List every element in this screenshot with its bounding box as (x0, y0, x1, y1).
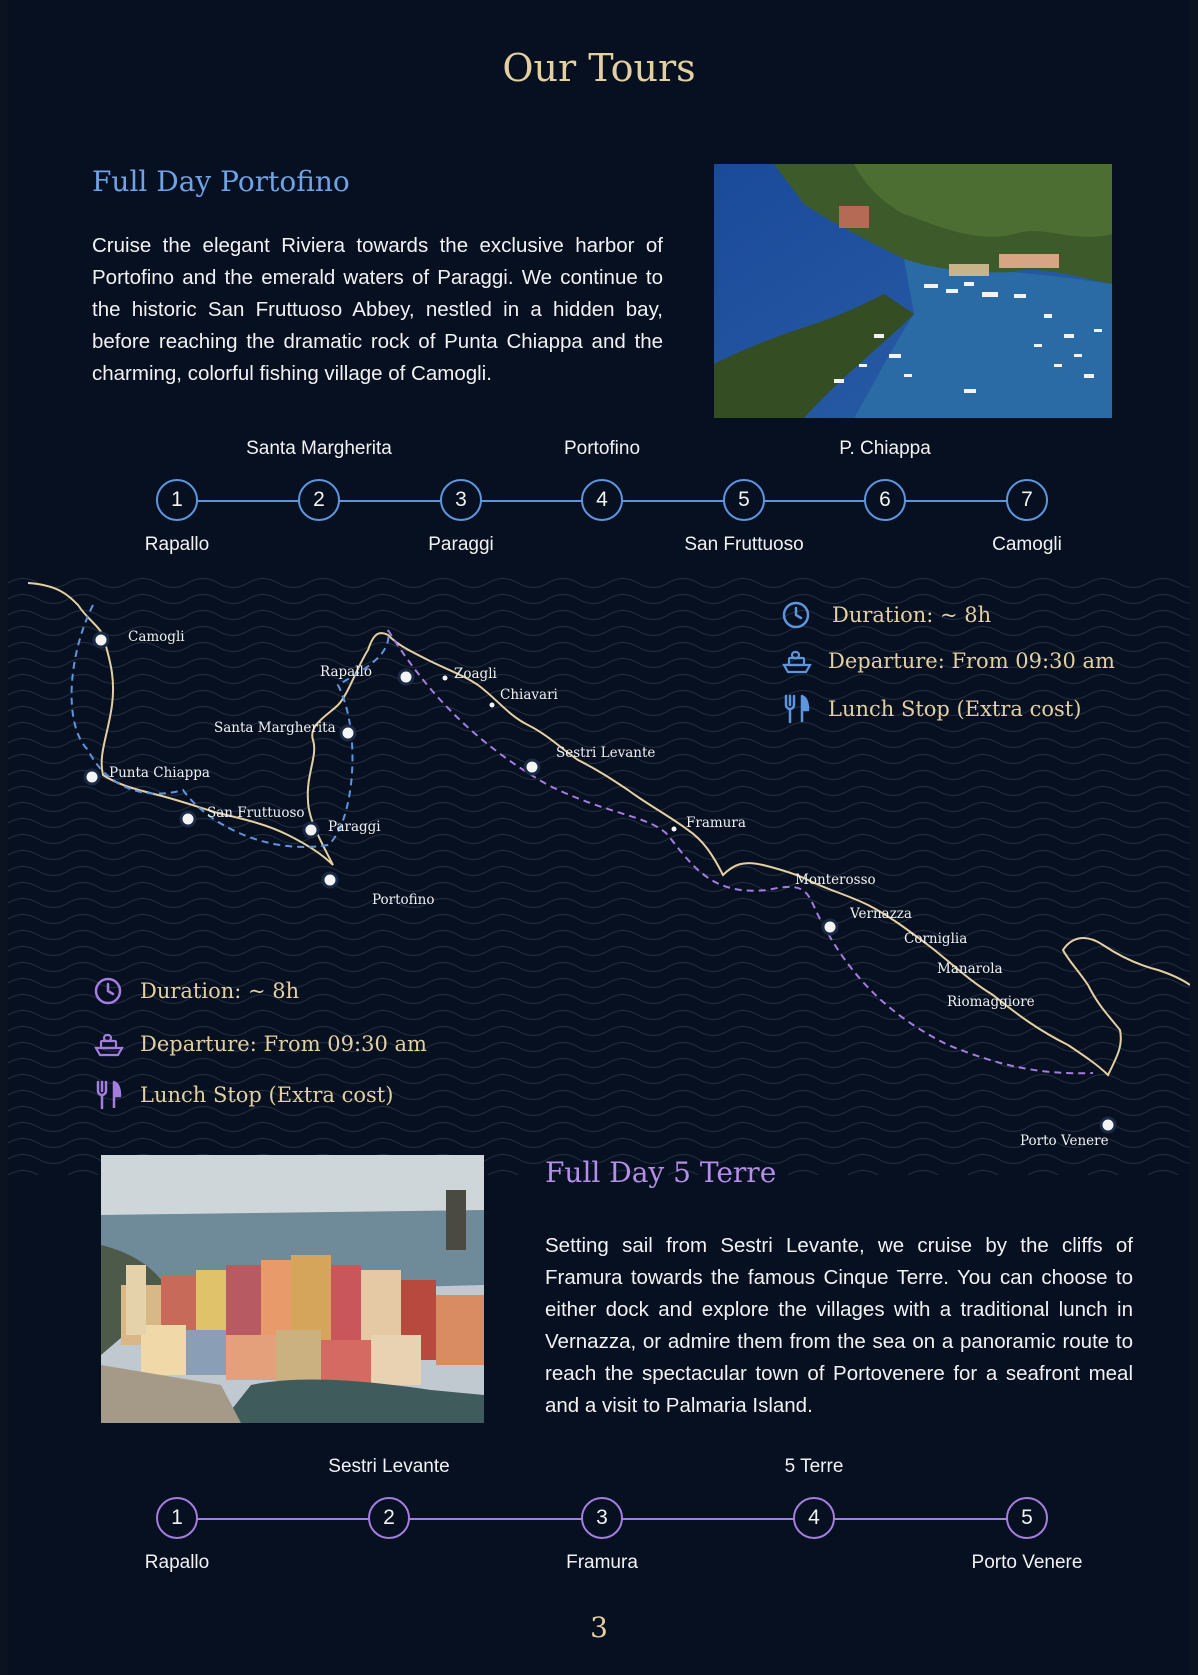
map-label: Rapallo (320, 664, 372, 680)
tour1-stop-marker: 6 (864, 479, 906, 521)
tour1-departure-text: Departure: From 09:30 am (828, 649, 1115, 673)
tour2-lunch (92, 1079, 393, 1111)
map-label: Vernazza (850, 906, 912, 922)
map-label: Sestri Levante (556, 745, 656, 761)
map-label: Monterosso (795, 872, 876, 888)
map-marker-sestri-levante (525, 760, 539, 774)
tour1-stop-marker: 1 (156, 479, 198, 521)
vernazza-village-photo (101, 1155, 484, 1423)
tour2-stop-label: Porto Venere (971, 1552, 1083, 1573)
map-marker-rapallo (399, 670, 413, 684)
tour1-departure (780, 645, 1115, 677)
fork-knife-icon (780, 693, 814, 725)
map-label: Paraggi (328, 819, 381, 835)
brochure-page (8, 0, 1190, 1675)
map-marker-vernazza (823, 920, 837, 934)
tour1-lunch (780, 693, 1081, 725)
map-label: Punta Chiappa (109, 765, 210, 781)
page-number: 3 (590, 1611, 608, 1644)
clock-icon (92, 975, 126, 1007)
tour2-stop-marker: 1 (156, 1497, 198, 1539)
tour1-stop-marker: 3 (440, 479, 482, 521)
tour1-duration-text: Duration: ~ 8h (832, 603, 992, 627)
tour2-stop-label: 5 Terre (784, 1456, 844, 1477)
tour2-route (8, 1456, 1190, 1586)
tour2-description: Setting sail from Sestri Levante, we cruise by the cliffs of Framura towards the famous Cinque Terre. You can choose to either dock and explore the villages with a traditional lunch in Vernazza, or admire them from the sea on a panoramic route to reach the spectacular town of Portovenere for a seafront meal and a visit to Palmaria Island. (545, 1234, 1133, 1417)
tour1-stop-label: San Fruttuoso (684, 534, 804, 555)
tour1-duration (780, 599, 991, 631)
tour2-stop-marker: 4 (793, 1497, 835, 1539)
tour1-stop-marker: 2 (298, 479, 340, 521)
tour2-stop-marker: 3 (581, 1497, 623, 1539)
map-marker-portofino (323, 873, 337, 887)
tour2-stop-label: Sestri Levante (328, 1456, 450, 1477)
tour1-lunch-text: Lunch Stop (Extra cost) (828, 697, 1082, 721)
tour1-stop-label: P. Chiappa (839, 438, 931, 459)
map-marker-porto-venere (1101, 1118, 1115, 1132)
tour2-stop-label: Framura (566, 1552, 638, 1573)
map-label: Camogli (128, 629, 185, 645)
tour1-title: Full Day Portofino (92, 165, 350, 198)
tour2-lunch-text: Lunch Stop (Extra cost) (140, 1083, 394, 1107)
tour2-stop-label: Rapallo (144, 1552, 210, 1573)
map-marker-camogli (94, 633, 108, 647)
portofino-harbor-photo (714, 164, 1112, 418)
fork-knife-icon (92, 1079, 126, 1111)
tour1-stop-marker: 4 (581, 479, 623, 521)
boat-icon (780, 645, 814, 677)
tour2-departure (92, 1028, 427, 1060)
map-label: Manarola (937, 961, 1003, 977)
map-label: Framura (686, 815, 746, 831)
map-label: Santa Margherita (214, 720, 336, 736)
map-label: Zoagli (454, 666, 497, 682)
map-label: Riomaggiore (947, 994, 1035, 1010)
tour2-departure-text: Departure: From 09:30 am (140, 1032, 427, 1056)
tour2-duration-text: Duration: ~ 8h (140, 979, 300, 1003)
map-marker-punta-chiappa (85, 770, 99, 784)
tour1-stop-label: Santa Margherita (246, 438, 392, 459)
tour2-duration (92, 975, 299, 1007)
map-label: San Fruttuoso (207, 805, 305, 821)
tour1-stop-label: Portofino (563, 438, 641, 459)
map-label: Chiavari (500, 687, 558, 703)
tour1-stop-marker: 5 (723, 479, 765, 521)
tour2-stop-marker: 2 (368, 1497, 410, 1539)
map-label: Porto Venere (1020, 1133, 1109, 1149)
tour1-stop-label: Rapallo (144, 534, 210, 555)
map-label: Corniglia (904, 931, 968, 947)
map-marker-san-fruttuoso (181, 812, 195, 826)
boat-icon (92, 1028, 126, 1060)
tour1-route (8, 438, 1190, 568)
tour1-stop-label: Paraggi (428, 534, 494, 555)
map-marker-paraggi (304, 823, 318, 837)
page-title: Our Tours (502, 46, 696, 90)
clock-icon (780, 599, 814, 631)
tour2-title: Full Day 5 Terre (545, 1156, 777, 1189)
map-marker-santa-margherita (341, 726, 355, 740)
map-label: Portofino (372, 892, 435, 908)
tour1-stop-marker: 7 (1006, 479, 1048, 521)
tour2-stop-marker: 5 (1006, 1497, 1048, 1539)
tour1-description: Cruise the elegant Riviera towards the exclusive harbor of Portofino and the emerald waters of Paraggi. We continue to the historic San Fruttuoso Abbey, nestled in a hidden bay, before reaching the dramatic rock of Punta Chiappa and the charming, colorful fishing village of Camogli. (92, 234, 663, 385)
tour1-stop-label: Camogli (992, 534, 1062, 555)
